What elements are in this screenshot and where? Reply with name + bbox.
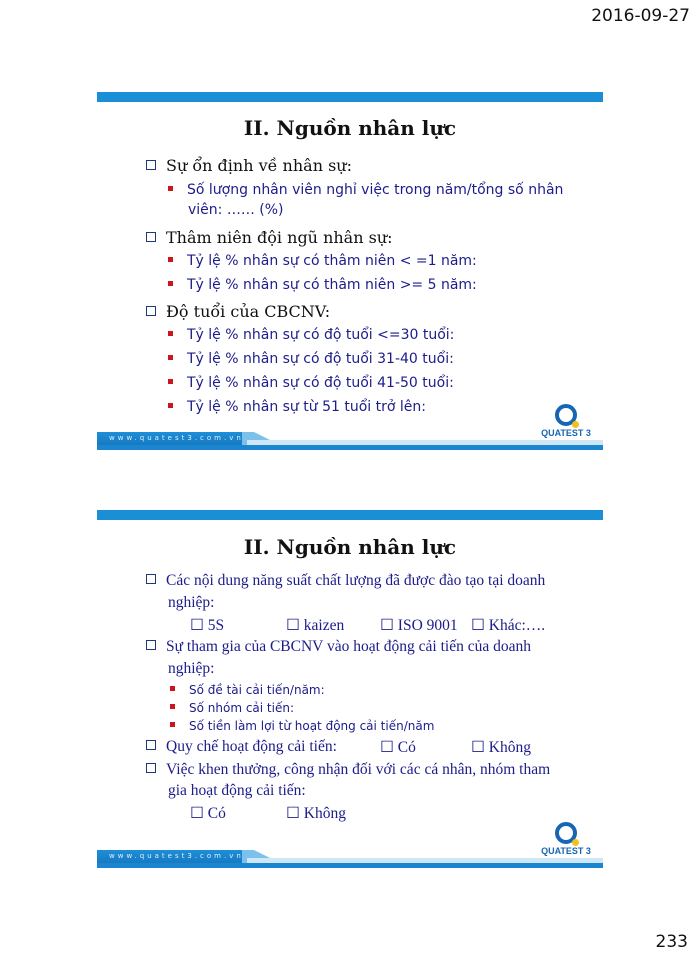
bullet-text: Sự ổn định về nhân sự:: [166, 156, 352, 175]
red-bullet-icon: [168, 257, 173, 262]
question-4: Việc khen thưởng, công nhận đối với các cá nhân, nhóm tham: [146, 761, 550, 779]
slide-footer: [97, 432, 603, 450]
bullet-text: Tỷ lệ % nhân sự có thâm niên >= 5 năm:: [187, 277, 477, 293]
website-url: www.quatest3.com.vn: [109, 434, 244, 442]
bullet-text: Tỷ lệ % nhân sự từ 51 tuổi trở lên:: [187, 399, 426, 415]
slide-top-bar: [97, 510, 603, 520]
quatest3-logo: QUATEST 3: [536, 822, 596, 856]
option-no[interactable]: ☐ Không: [471, 738, 531, 756]
slide-top-bar: [97, 92, 603, 102]
red-bullet-icon: [168, 331, 173, 336]
bullet-text: Tỷ lệ % nhân sự có độ tuổi 41-50 tuổi:: [187, 375, 454, 391]
bullet-text: viên: …… (%): [188, 202, 284, 218]
bullet-text: Tỷ lệ % nhân sự có thâm niên < =1 năm:: [187, 253, 477, 269]
question-2: Sự tham gia của CBCNV vào hoạt động cải tiến của doanh: [146, 638, 531, 656]
bullet-item: [168, 182, 563, 198]
bullet-text: Tỷ lệ % nhân sự có độ tuổi <=30 tuổi:: [187, 327, 455, 343]
bullet-item: [168, 277, 477, 293]
bullet-heading: [146, 156, 352, 175]
bullet-text: Tỷ lệ % nhân sự có độ tuổi 31-40 tuổi:: [187, 351, 454, 367]
sub-item: Số nhóm cải tiến:: [170, 701, 294, 715]
question-2-cont: nghiệp:: [168, 660, 215, 677]
date: 2016-09-27: [591, 6, 690, 26]
square-bullet-icon: [146, 160, 156, 170]
square-bullet-icon: [146, 232, 156, 242]
red-bullet-icon: [168, 403, 173, 408]
red-bullet-icon: [168, 355, 173, 360]
slide-title: II. Nguồn nhân lực: [243, 116, 457, 140]
option-kaizen[interactable]: ☐ kaizen: [286, 616, 345, 634]
question-4-cont: gia hoạt động cải tiến:: [168, 782, 306, 799]
question-1-cont: nghiệp:: [168, 594, 215, 611]
bullet-text: Độ tuổi của CBCNV:: [166, 302, 331, 321]
bullet-text: Số lượng nhân viên nghỉ việc trong năm/tổng số nhân: [187, 182, 564, 198]
question-3: Quy chế hoạt động cải tiến:: [146, 738, 337, 756]
square-bullet-icon: [146, 306, 156, 316]
option-yes[interactable]: ☐ Có: [380, 738, 416, 756]
page-number: 233: [655, 932, 688, 952]
option-other[interactable]: ☐ Khác:….: [471, 616, 546, 634]
option-iso9001[interactable]: ☐ ISO 9001: [380, 616, 458, 634]
bullet-item: [168, 351, 454, 367]
bullet-item: [168, 253, 477, 269]
bullet-text: Thâm niên đội ngũ nhân sự:: [166, 228, 393, 247]
sub-item: Số tiền làm lợi từ hoạt động cải tiến/năm: [170, 719, 434, 733]
red-bullet-icon: [168, 186, 173, 191]
sub-item: Số đề tài cải tiến/năm:: [170, 683, 325, 697]
bullet-item: [168, 399, 426, 415]
option-yes[interactable]: ☐ Có: [190, 804, 226, 822]
question-1: Các nội dung năng suất chất lượng đã được đào tạo tại doanh: [146, 572, 545, 590]
red-bullet-icon: [168, 379, 173, 384]
bullet-heading: [146, 228, 393, 247]
quatest3-logo: QUATEST 3: [536, 404, 596, 438]
option-5s[interactable]: ☐ 5S: [190, 616, 225, 634]
slide-footer: [97, 850, 603, 868]
website-url: www.quatest3.com.vn: [109, 852, 244, 860]
bullet-item: [168, 375, 454, 391]
option-no[interactable]: ☐ Không: [286, 804, 346, 822]
slide-title: II. Nguồn nhân lực: [243, 535, 457, 559]
bullet-item: [168, 327, 454, 343]
bullet-heading: [146, 302, 330, 321]
red-bullet-icon: [168, 281, 173, 286]
bullet-item: [188, 202, 284, 218]
